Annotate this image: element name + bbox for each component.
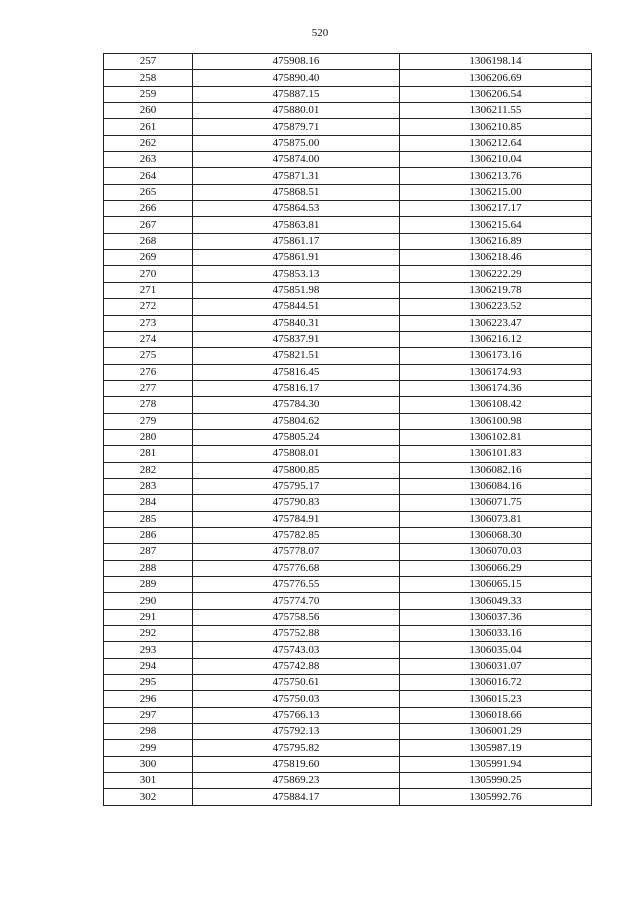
x-coordinate-cell: 475840.31 [193,315,400,331]
table-row [104,380,592,396]
table-row [104,658,592,674]
point-number-cell: 290 [104,593,193,609]
y-coordinate-cell: 1306100.98 [400,413,592,429]
y-coordinate-cell: 1306037.36 [400,609,592,625]
y-coordinate-cell: 1306211.55 [400,103,592,119]
y-coordinate-cell: 1305987.19 [400,740,592,756]
table-row [104,217,592,233]
point-number-cell: 273 [104,315,193,331]
x-coordinate-cell: 475774.70 [193,593,400,609]
point-number-cell: 267 [104,217,193,233]
table-row [104,266,592,282]
x-coordinate-cell: 475805.24 [193,429,400,445]
point-number-cell: 289 [104,577,193,593]
y-coordinate-cell: 1306071.75 [400,495,592,511]
point-number-cell: 268 [104,233,193,249]
y-coordinate-cell: 1306219.78 [400,282,592,298]
point-number-cell: 271 [104,282,193,298]
table-row [104,103,592,119]
point-number-cell: 295 [104,675,193,691]
point-number-cell: 282 [104,462,193,478]
x-coordinate-cell: 475879.71 [193,119,400,135]
y-coordinate-cell: 1306174.93 [400,364,592,380]
point-number-cell: 275 [104,348,193,364]
point-number-cell: 281 [104,446,193,462]
y-coordinate-cell: 1306016.72 [400,675,592,691]
table-row [104,233,592,249]
x-coordinate-cell: 475782.85 [193,527,400,543]
point-number-cell: 285 [104,511,193,527]
y-coordinate-cell: 1306216.12 [400,331,592,347]
x-coordinate-cell: 475884.17 [193,789,400,805]
table-row [104,413,592,429]
table-row [104,789,592,805]
x-coordinate-cell: 475871.31 [193,168,400,184]
y-coordinate-cell: 1306216.89 [400,233,592,249]
table-row [104,626,592,642]
table-row [104,773,592,789]
table-row [104,740,592,756]
x-coordinate-cell: 475874.00 [193,152,400,168]
point-number-cell: 260 [104,103,193,119]
y-coordinate-cell: 1306223.52 [400,299,592,315]
table-row [104,478,592,494]
table-row [104,429,592,445]
x-coordinate-cell: 475808.01 [193,446,400,462]
table-row [104,299,592,315]
point-number-cell: 294 [104,658,193,674]
table-row [104,527,592,543]
table-row [104,348,592,364]
point-number-cell: 278 [104,397,193,413]
y-coordinate-cell: 1306173.16 [400,348,592,364]
y-coordinate-cell: 1306001.29 [400,724,592,740]
table-row [104,331,592,347]
table-row [104,593,592,609]
x-coordinate-cell: 475750.03 [193,691,400,707]
point-number-cell: 261 [104,119,193,135]
x-coordinate-cell: 475776.55 [193,577,400,593]
y-coordinate-cell: 1306035.04 [400,642,592,658]
y-coordinate-cell: 1306018.66 [400,707,592,723]
y-coordinate-cell: 1305991.94 [400,756,592,772]
y-coordinate-cell: 1306066.29 [400,560,592,576]
point-number-cell: 299 [104,740,193,756]
y-coordinate-cell: 1306215.00 [400,184,592,200]
y-coordinate-cell: 1306206.54 [400,86,592,102]
table-row [104,462,592,478]
point-number-cell: 258 [104,70,193,86]
point-number-cell: 292 [104,626,193,642]
x-coordinate-cell: 475790.83 [193,495,400,511]
y-coordinate-cell: 1306084.16 [400,478,592,494]
x-coordinate-cell: 475784.91 [193,511,400,527]
x-coordinate-cell: 475792.13 [193,724,400,740]
table-row [104,364,592,380]
table-row [104,707,592,723]
table-row [104,544,592,560]
y-coordinate-cell: 1306033.16 [400,626,592,642]
x-coordinate-cell: 475851.98 [193,282,400,298]
point-number-cell: 280 [104,429,193,445]
point-number-cell: 293 [104,642,193,658]
y-coordinate-cell: 1306210.85 [400,119,592,135]
point-number-cell: 266 [104,201,193,217]
point-number-cell: 286 [104,527,193,543]
point-number-cell: 297 [104,707,193,723]
table-row [104,201,592,217]
y-coordinate-cell: 1305990.25 [400,773,592,789]
point-number-cell: 276 [104,364,193,380]
point-number-cell: 259 [104,86,193,102]
y-coordinate-cell: 1306031.07 [400,658,592,674]
table-row [104,70,592,86]
point-number-cell: 272 [104,299,193,315]
y-coordinate-cell: 1306218.46 [400,250,592,266]
x-coordinate-cell: 475844.51 [193,299,400,315]
table-row [104,609,592,625]
table-row [104,724,592,740]
y-coordinate-cell: 1306015.23 [400,691,592,707]
x-coordinate-cell: 475816.17 [193,380,400,396]
x-coordinate-cell: 475837.91 [193,331,400,347]
table-row [104,184,592,200]
x-coordinate-cell: 475742.88 [193,658,400,674]
x-coordinate-cell: 475875.00 [193,135,400,151]
table-row [104,397,592,413]
y-coordinate-cell: 1306082.16 [400,462,592,478]
table-row [104,446,592,462]
table-row [104,691,592,707]
table-row [104,495,592,511]
x-coordinate-cell: 475880.01 [193,103,400,119]
y-coordinate-cell: 1306049.33 [400,593,592,609]
table-row [104,282,592,298]
point-number-cell: 283 [104,478,193,494]
x-coordinate-cell: 475795.82 [193,740,400,756]
x-coordinate-cell: 475908.16 [193,54,400,70]
coordinates-table [103,53,592,806]
x-coordinate-cell: 475853.13 [193,266,400,282]
point-number-cell: 284 [104,495,193,511]
y-coordinate-cell: 1305992.76 [400,789,592,805]
point-number-cell: 263 [104,152,193,168]
point-number-cell: 257 [104,54,193,70]
x-coordinate-cell: 475861.91 [193,250,400,266]
point-number-cell: 279 [104,413,193,429]
point-number-cell: 302 [104,789,193,805]
point-number-cell: 296 [104,691,193,707]
table-row [104,511,592,527]
coordinates-table-body [104,54,592,806]
point-number-cell: 300 [104,756,193,772]
x-coordinate-cell: 475758.56 [193,609,400,625]
x-coordinate-cell: 475795.17 [193,478,400,494]
point-number-cell: 264 [104,168,193,184]
x-coordinate-cell: 475821.51 [193,348,400,364]
y-coordinate-cell: 1306073.81 [400,511,592,527]
x-coordinate-cell: 475766.13 [193,707,400,723]
table-row [104,315,592,331]
x-coordinate-cell: 475887.15 [193,86,400,102]
table-row [104,119,592,135]
x-coordinate-cell: 475784.30 [193,397,400,413]
y-coordinate-cell: 1306217.17 [400,201,592,217]
y-coordinate-cell: 1306223.47 [400,315,592,331]
point-number-cell: 298 [104,724,193,740]
table-row [104,577,592,593]
y-coordinate-cell: 1306222.29 [400,266,592,282]
x-coordinate-cell: 475863.81 [193,217,400,233]
y-coordinate-cell: 1306070.03 [400,544,592,560]
y-coordinate-cell: 1306212.64 [400,135,592,151]
page-number: 520 [311,27,329,39]
x-coordinate-cell: 475816.45 [193,364,400,380]
x-coordinate-cell: 475804.62 [193,413,400,429]
x-coordinate-cell: 475776.68 [193,560,400,576]
y-coordinate-cell: 1306065.15 [400,577,592,593]
y-coordinate-cell: 1306102.81 [400,429,592,445]
table-row [104,54,592,70]
table-row [104,642,592,658]
point-number-cell: 270 [104,266,193,282]
x-coordinate-cell: 475819.60 [193,756,400,772]
y-coordinate-cell: 1306101.83 [400,446,592,462]
x-coordinate-cell: 475890.40 [193,70,400,86]
x-coordinate-cell: 475743.03 [193,642,400,658]
point-number-cell: 262 [104,135,193,151]
point-number-cell: 287 [104,544,193,560]
y-coordinate-cell: 1306068.30 [400,527,592,543]
point-number-cell: 274 [104,331,193,347]
y-coordinate-cell: 1306206.69 [400,70,592,86]
y-coordinate-cell: 1306108.42 [400,397,592,413]
point-number-cell: 265 [104,184,193,200]
table-row [104,756,592,772]
point-number-cell: 277 [104,380,193,396]
point-number-cell: 288 [104,560,193,576]
x-coordinate-cell: 475752.88 [193,626,400,642]
table-row [104,250,592,266]
y-coordinate-cell: 1306215.64 [400,217,592,233]
y-coordinate-cell: 1306210.04 [400,152,592,168]
y-coordinate-cell: 1306174.36 [400,380,592,396]
y-coordinate-cell: 1306213.76 [400,168,592,184]
table-row [104,560,592,576]
table-row [104,135,592,151]
x-coordinate-cell: 475778.07 [193,544,400,560]
x-coordinate-cell: 475861.17 [193,233,400,249]
point-number-cell: 291 [104,609,193,625]
point-number-cell: 301 [104,773,193,789]
table-row [104,86,592,102]
x-coordinate-cell: 475750.61 [193,675,400,691]
x-coordinate-cell: 475800.85 [193,462,400,478]
point-number-cell: 269 [104,250,193,266]
x-coordinate-cell: 475868.51 [193,184,400,200]
table-row [104,152,592,168]
x-coordinate-cell: 475869.23 [193,773,400,789]
y-coordinate-cell: 1306198.14 [400,54,592,70]
table-row [104,168,592,184]
table-row [104,675,592,691]
x-coordinate-cell: 475864.53 [193,201,400,217]
